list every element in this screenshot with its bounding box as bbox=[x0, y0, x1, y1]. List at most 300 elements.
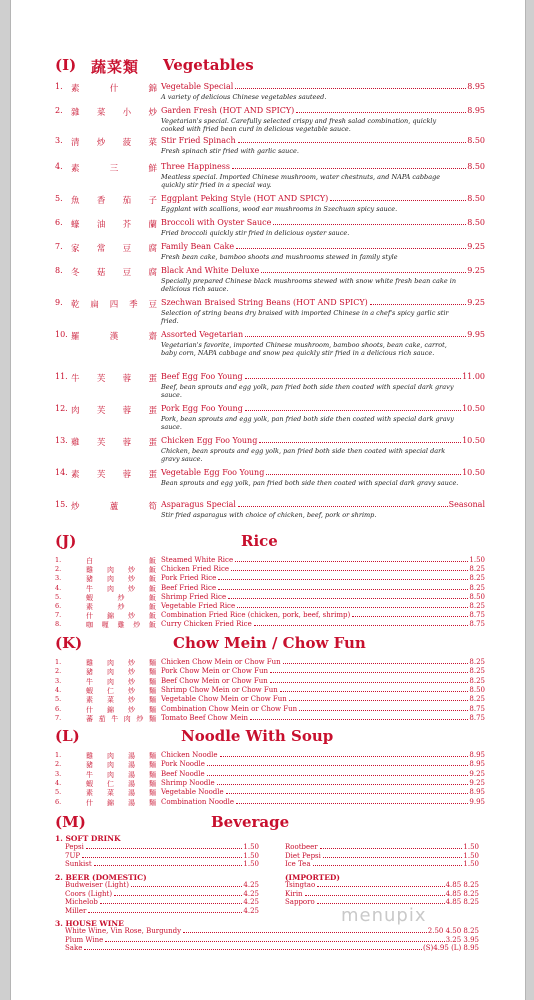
chinese-char: 牛 bbox=[111, 714, 119, 723]
item-number: 13. bbox=[55, 436, 68, 445]
item-name: Combination Noodle bbox=[161, 797, 235, 806]
dot-leader bbox=[226, 788, 469, 794]
chinese-char: 小 bbox=[122, 108, 132, 118]
chinese-char: 素 bbox=[86, 603, 93, 611]
chinese-char: 飯 bbox=[149, 621, 156, 630]
item-price: 8.50 bbox=[467, 194, 485, 203]
dot-leader bbox=[220, 751, 469, 757]
dot-leader bbox=[330, 194, 466, 201]
item-name: Vegetable Egg Foo Young bbox=[161, 468, 265, 477]
section-chow-header bbox=[11, 634, 525, 656]
chinese-char: 飯 bbox=[149, 612, 156, 621]
chinese-char: 麵 bbox=[149, 779, 156, 788]
chinese-char: 炒 bbox=[96, 138, 106, 148]
item-price: 9.95 bbox=[469, 797, 485, 806]
beverage-price: 4.25 bbox=[243, 889, 259, 898]
chinese-char: 素 bbox=[71, 470, 80, 480]
dot-leader bbox=[245, 330, 466, 337]
chinese-char: 肉 bbox=[123, 714, 131, 723]
chinese-char: 牛 bbox=[86, 677, 93, 686]
chinese-char: 家 bbox=[71, 244, 80, 254]
soft-drink-heading: 1. SOFT DRINK bbox=[55, 834, 121, 843]
chinese-char: 乾 bbox=[71, 300, 80, 310]
item-name-line bbox=[161, 593, 485, 601]
item-name: Asparagus Special bbox=[161, 500, 236, 509]
item-number: 3. bbox=[55, 136, 63, 145]
beverage-name: Michelob bbox=[65, 898, 98, 906]
beverage-item bbox=[285, 843, 479, 851]
item-name-line bbox=[161, 751, 485, 759]
item-name-line bbox=[161, 574, 485, 582]
chinese-char: 蘆 bbox=[109, 502, 119, 512]
beverage-name: Miller bbox=[65, 906, 87, 915]
chinese-char: 蝦 bbox=[86, 686, 93, 695]
item-name: Broccoli with Oyster Sauce bbox=[161, 218, 272, 227]
chinese-char: 麵 bbox=[149, 761, 156, 770]
dot-leader bbox=[352, 611, 468, 617]
beverage-name: 7UP bbox=[65, 851, 81, 860]
dot-leader bbox=[270, 677, 469, 683]
dot-leader bbox=[289, 695, 469, 701]
item-price: 11.00 bbox=[462, 372, 485, 381]
chinese-char: 炒 bbox=[128, 686, 135, 695]
beverage-item bbox=[65, 898, 259, 906]
dot-leader bbox=[114, 890, 242, 896]
item-name: Family Bean Cake bbox=[161, 242, 235, 251]
item-chinese-name bbox=[71, 194, 157, 206]
dot-leader bbox=[235, 82, 466, 89]
chinese-char: 腐 bbox=[148, 268, 157, 278]
item-name: Shrimp Fried Rice bbox=[161, 592, 227, 601]
beverage-name: Sunkist bbox=[65, 860, 92, 868]
item-description: Stir fried asparagus with choice of chicken, beef, pork or shrimp. bbox=[161, 511, 377, 519]
dot-leader bbox=[236, 242, 466, 249]
beverage-name: Ice Tea bbox=[285, 860, 311, 868]
item-name: Eggplant Peking Style (HOT AND SPICY) bbox=[161, 194, 329, 203]
chinese-char: 麵 bbox=[149, 696, 156, 705]
chinese-char: 常 bbox=[96, 244, 106, 254]
chinese-char: 湯 bbox=[128, 770, 135, 779]
item-chinese-name bbox=[71, 162, 157, 174]
item-price: 8.50 bbox=[467, 162, 485, 171]
item-name-line bbox=[161, 194, 485, 203]
chinese-char: 湯 bbox=[128, 798, 135, 807]
item-price: 8.95 bbox=[469, 751, 485, 759]
beverage-price: 1.50 bbox=[243, 843, 259, 851]
beverage-item bbox=[285, 852, 479, 860]
item-number: 3. bbox=[55, 574, 62, 583]
item-name-line bbox=[161, 298, 485, 307]
item-name-line bbox=[161, 658, 485, 666]
item-description: Chicken, bean sprouts and egg yolk, pan fried both side then coated with special dark gravy sauce. bbox=[161, 447, 446, 463]
beverage-price: 1.50 bbox=[463, 851, 479, 860]
beverage-price: 1.50 bbox=[463, 860, 479, 868]
chinese-char: 素 bbox=[86, 789, 93, 798]
chinese-char: 肉 bbox=[107, 752, 114, 760]
item-number: 3. bbox=[55, 676, 62, 685]
chinese-char: 蛋 bbox=[148, 374, 157, 384]
item-name: Chicken Egg Foo Young bbox=[161, 436, 258, 445]
item-description: Pork, bean sprouts and egg yolk, pan fried both side then coated with special dark gravy sauce. bbox=[161, 415, 454, 431]
dot-leader bbox=[218, 584, 468, 590]
item-number: 11. bbox=[55, 372, 68, 381]
dot-leader bbox=[131, 881, 242, 887]
chinese-char: 蓉 bbox=[122, 406, 132, 416]
chinese-char: 齋 bbox=[148, 332, 157, 342]
beverage-name: Sake bbox=[65, 944, 83, 952]
item-price: 8.25 bbox=[469, 574, 485, 583]
item-chinese-name bbox=[71, 106, 157, 118]
item-chinese-name bbox=[86, 798, 156, 808]
chinese-char: 飯 bbox=[149, 584, 156, 593]
dot-leader bbox=[280, 686, 469, 692]
chinese-char: 肉 bbox=[107, 575, 114, 584]
chinese-char: 冬 bbox=[71, 268, 80, 278]
item-name-line bbox=[161, 242, 485, 251]
dot-leader bbox=[370, 298, 466, 305]
item-chinese-name bbox=[71, 500, 157, 512]
section-beverage-header bbox=[11, 813, 525, 835]
beverage-price: 4.85 8.25 bbox=[445, 881, 479, 889]
item-number: 5. bbox=[55, 592, 62, 601]
chinese-char: 錦 bbox=[148, 84, 157, 94]
item-name: Three Happiness bbox=[161, 162, 230, 171]
dot-leader bbox=[84, 944, 422, 950]
chinese-char: 筍 bbox=[148, 502, 157, 512]
dot-leader bbox=[105, 936, 444, 942]
chinese-char: 牛 bbox=[86, 770, 93, 779]
chinese-char: 飯 bbox=[149, 557, 156, 565]
item-name: Curry Chicken Fried Rice bbox=[161, 620, 252, 629]
item-number: 12. bbox=[55, 404, 68, 413]
chinese-char: 清 bbox=[71, 138, 80, 148]
beverage-item bbox=[285, 860, 479, 868]
item-number: 10. bbox=[55, 330, 68, 339]
chinese-char: 茄 bbox=[122, 196, 132, 206]
section-title: Chow Mein / Chow Fun bbox=[173, 634, 366, 652]
chinese-char: 湯 bbox=[128, 752, 135, 760]
item-name: Stir Fried Spinach bbox=[161, 136, 236, 145]
chinese-char: 麵 bbox=[149, 668, 156, 677]
item-price: 9.25 bbox=[467, 266, 485, 275]
item-price: 8.25 bbox=[469, 602, 485, 610]
item-name-line bbox=[161, 500, 485, 509]
item-description: Vegetarian's favorite, imported Chinese mushroom, bamboo shoots, bean cake, carrot, baby corn, NAPA cabbage and snow pea quickly stir fried in a delicious rich sauce. bbox=[161, 341, 447, 357]
chinese-char: 芙 bbox=[96, 470, 106, 480]
item-name: Combination Fried Rice (chicken, pork, beef, shrimp) bbox=[161, 611, 351, 620]
chinese-char: 肉 bbox=[107, 677, 114, 686]
dot-leader bbox=[218, 574, 468, 580]
chinese-char: 羅 bbox=[71, 332, 80, 342]
chinese-char: 蛋 bbox=[148, 406, 157, 416]
dot-leader bbox=[235, 556, 468, 562]
item-price: 8.50 bbox=[467, 136, 485, 145]
item-number: 4. bbox=[55, 778, 62, 787]
chinese-char: 蛋 bbox=[148, 470, 157, 480]
item-price: 9.25 bbox=[467, 242, 485, 251]
chinese-char: 菜 bbox=[148, 138, 157, 148]
item-description: A variety of delicious Chinese vegetables sauteed. bbox=[161, 93, 327, 101]
beverage-name: Coors (Light) bbox=[65, 889, 113, 898]
chinese-char: 豬 bbox=[86, 575, 93, 584]
chinese-char: 錦 bbox=[107, 798, 114, 807]
beverage-item bbox=[65, 944, 479, 952]
item-chinese-name bbox=[71, 82, 157, 94]
beverage-name: Pepsi bbox=[65, 843, 84, 851]
item-number: 6. bbox=[55, 704, 62, 713]
item-name: Chicken Chow Mein or Chow Fun bbox=[161, 658, 281, 666]
chinese-char: 炒 bbox=[128, 677, 135, 686]
chinese-char: 雞 bbox=[117, 621, 125, 630]
item-name-line bbox=[161, 584, 485, 592]
item-name-line bbox=[161, 602, 485, 610]
item-price: 8.75 bbox=[469, 611, 485, 620]
chinese-char: 菜 bbox=[107, 789, 114, 798]
chinese-char: 湯 bbox=[128, 761, 135, 770]
item-chinese-name bbox=[71, 372, 157, 384]
dot-leader bbox=[207, 760, 469, 766]
item-number: 2. bbox=[55, 760, 62, 769]
dot-leader bbox=[296, 106, 466, 113]
chinese-char: 仁 bbox=[107, 686, 114, 695]
chinese-char: 素 bbox=[71, 164, 80, 174]
dot-leader bbox=[266, 468, 461, 475]
dot-leader bbox=[261, 266, 466, 273]
beverage-price: 4.85 8.25 bbox=[445, 898, 479, 906]
item-name: Combination Chow Mein or Chow Fun bbox=[161, 704, 298, 713]
chinese-char: 菜 bbox=[107, 696, 114, 705]
item-price: 8.25 bbox=[469, 565, 485, 574]
item-name-line bbox=[161, 620, 485, 628]
section-letter: (J) bbox=[55, 532, 77, 550]
item-name: Pork Noodle bbox=[161, 760, 205, 769]
item-name: Assorted Vegetarian bbox=[161, 330, 244, 339]
item-name: Vegetable Special bbox=[161, 82, 234, 91]
chinese-char: 什 bbox=[86, 612, 93, 621]
beverage-item bbox=[65, 852, 259, 860]
chinese-char: 芙 bbox=[96, 438, 106, 448]
item-price: 10.50 bbox=[462, 404, 485, 413]
section-title: Beverage bbox=[211, 813, 290, 831]
dot-leader bbox=[237, 602, 468, 608]
chinese-char: 錦 bbox=[107, 705, 114, 714]
chinese-char: 仁 bbox=[107, 779, 114, 788]
dot-leader bbox=[313, 860, 463, 866]
item-price: 8.95 bbox=[467, 106, 485, 115]
chinese-char: 季 bbox=[129, 300, 138, 310]
item-description: Bean sprouts and egg yolk, pan fried both side then coated with special dark gravy sauce. bbox=[161, 479, 459, 487]
section-chinese-title: 蔬菜類 bbox=[91, 58, 140, 76]
chinese-char: 炒 bbox=[117, 603, 125, 611]
dot-leader bbox=[217, 779, 469, 785]
item-name-line bbox=[161, 106, 485, 115]
item-name-line bbox=[161, 436, 485, 445]
dot-leader bbox=[232, 162, 466, 169]
chinese-char: 炒 bbox=[128, 659, 135, 667]
menupix-watermark: menupix bbox=[341, 905, 427, 926]
beverage-item bbox=[65, 860, 259, 868]
dot-leader bbox=[250, 714, 468, 720]
house-wine-heading: 3. HOUSE WINE bbox=[55, 919, 124, 928]
beverage-item bbox=[285, 890, 479, 898]
dot-leader bbox=[323, 852, 463, 858]
chinese-char: 肉 bbox=[107, 761, 114, 770]
chinese-char: 麵 bbox=[149, 705, 156, 714]
item-price: 8.25 bbox=[469, 695, 485, 704]
item-number: 14. bbox=[55, 468, 68, 477]
chinese-char: 豬 bbox=[86, 761, 93, 770]
chinese-char: 肉 bbox=[107, 770, 114, 779]
chinese-char: 鮮 bbox=[148, 164, 157, 174]
item-price: 8.25 bbox=[469, 667, 485, 676]
chinese-char: 三 bbox=[109, 164, 119, 174]
item-price: 9.95 bbox=[467, 330, 485, 339]
item-number: 9. bbox=[55, 298, 63, 307]
section-rice-header bbox=[11, 532, 525, 554]
item-name-line bbox=[161, 136, 485, 145]
item-name: Beef Fried Rice bbox=[161, 583, 217, 592]
chinese-char: 麵 bbox=[149, 659, 156, 667]
item-name-line bbox=[161, 705, 485, 713]
chinese-char: 菠 bbox=[122, 138, 132, 148]
chinese-char: 子 bbox=[148, 196, 157, 206]
dot-leader bbox=[86, 843, 243, 849]
chinese-char: 炒 bbox=[128, 575, 135, 584]
chinese-char: 白 bbox=[86, 557, 93, 565]
dot-leader bbox=[273, 218, 466, 225]
item-name: Pork Egg Foo Young bbox=[161, 404, 243, 413]
item-number: 2. bbox=[55, 667, 62, 676]
chinese-char: 肉 bbox=[107, 584, 114, 593]
beverage-item bbox=[65, 907, 259, 915]
chinese-char: 肉 bbox=[107, 566, 114, 575]
item-name-line bbox=[161, 468, 485, 477]
chinese-char: 炒 bbox=[128, 566, 135, 575]
item-name-line bbox=[161, 218, 485, 227]
section-letter: (L) bbox=[55, 727, 80, 745]
item-price: 9.25 bbox=[467, 298, 485, 307]
item-name: Beef Egg Foo Young bbox=[161, 372, 243, 381]
beer-domestic-heading: 2. BEER (DOMESTIC) bbox=[55, 873, 147, 882]
item-name: Pork Chow Mein or Chow Fun bbox=[161, 667, 268, 676]
chinese-char: 什 bbox=[86, 705, 93, 714]
chinese-char: 肉 bbox=[71, 406, 80, 416]
item-number: 5. bbox=[55, 695, 62, 704]
item-name: Shrimp Noodle bbox=[161, 778, 215, 787]
chinese-char: 芙 bbox=[96, 374, 106, 384]
chinese-char: 炒 bbox=[128, 705, 135, 714]
item-chinese-name bbox=[71, 266, 157, 278]
item-name: Szechwan Braised String Beans (HOT AND SPICY) bbox=[161, 298, 368, 307]
chinese-char: 豬 bbox=[86, 668, 93, 677]
chinese-char: 素 bbox=[71, 84, 80, 94]
dot-leader bbox=[207, 770, 469, 776]
item-price: 8.50 bbox=[469, 685, 485, 694]
item-number: 4. bbox=[55, 162, 63, 171]
dot-leader bbox=[238, 136, 467, 143]
chinese-char: 芥 bbox=[122, 220, 132, 230]
item-price: 8.75 bbox=[469, 713, 485, 722]
dot-leader bbox=[245, 404, 461, 411]
item-name-line bbox=[161, 330, 485, 339]
item-price: 10.50 bbox=[462, 468, 485, 477]
chinese-char: 雞 bbox=[86, 566, 93, 575]
chinese-char: 炒 bbox=[128, 584, 135, 593]
chinese-char: 湯 bbox=[128, 779, 135, 788]
item-name-line bbox=[161, 162, 485, 171]
chinese-char: 芙 bbox=[96, 406, 106, 416]
item-description: Fresh spinach stir fried with garlic sauce. bbox=[161, 147, 299, 155]
chinese-char: 炒 bbox=[133, 621, 141, 630]
item-description: Selection of string beans dry braised with imported Chinese in a chef's spicy garlic stir fried. bbox=[161, 309, 449, 325]
chinese-char: 麵 bbox=[149, 798, 156, 807]
chinese-char: 扁 bbox=[90, 300, 99, 310]
chinese-char: 牛 bbox=[71, 374, 80, 384]
dot-leader bbox=[305, 890, 445, 896]
item-price: 8.50 bbox=[467, 218, 485, 227]
chinese-char: 咖 bbox=[86, 621, 93, 630]
chinese-char: 蓉 bbox=[122, 438, 132, 448]
item-name-line bbox=[161, 788, 485, 796]
chinese-char: 炒 bbox=[136, 714, 144, 723]
item-number: 3. bbox=[55, 769, 62, 778]
item-name-line bbox=[161, 686, 485, 694]
beverage-name: Rootbeer bbox=[285, 843, 318, 851]
section-letter: (I) bbox=[55, 56, 77, 74]
section-title: Noodle With Soup bbox=[181, 727, 334, 745]
item-name: Beef Chow Mein or Chow Fun bbox=[161, 676, 268, 685]
item-price: 8.75 bbox=[469, 620, 485, 629]
beverage-name: Kirin bbox=[285, 889, 303, 898]
chinese-char: 錦 bbox=[107, 612, 114, 621]
item-price: 10.50 bbox=[462, 436, 485, 445]
beverage-item bbox=[65, 843, 259, 851]
item-name: Vegetable Chow Mein or Chow Fun bbox=[161, 695, 287, 704]
item-chinese-name bbox=[71, 242, 157, 254]
chinese-char: 豆 bbox=[122, 268, 132, 278]
chinese-char: 麵 bbox=[149, 789, 156, 798]
item-name-line bbox=[161, 779, 485, 787]
item-chinese-name bbox=[71, 136, 157, 148]
beverage-price: 3.25 3.95 bbox=[445, 935, 479, 944]
chinese-char: 飯 bbox=[149, 566, 156, 575]
item-number: 2. bbox=[55, 565, 62, 574]
dot-leader bbox=[94, 860, 243, 866]
item-number: 6. bbox=[55, 602, 62, 610]
dot-leader bbox=[283, 658, 469, 664]
item-price: 8.95 bbox=[469, 760, 485, 769]
item-price: 9.25 bbox=[469, 769, 485, 778]
chinese-char: 蛋 bbox=[148, 438, 157, 448]
chinese-char: 蕃 bbox=[86, 714, 93, 723]
item-price: Seasonal bbox=[448, 500, 485, 509]
beverage-price: 4.85 8.25 bbox=[445, 889, 479, 898]
item-number: 1. bbox=[55, 82, 63, 91]
beer-imported-heading: (IMPORTED) bbox=[285, 873, 340, 882]
chinese-char: 飯 bbox=[149, 575, 156, 584]
dot-leader bbox=[183, 927, 427, 933]
item-name-line bbox=[161, 565, 485, 573]
item-description: Vegetarian's special. Carefully selected crispy and fresh salad combination, quickly cooked with fried bean curd in delicious vegetable sauce. bbox=[161, 117, 437, 133]
item-chinese-name bbox=[71, 404, 157, 416]
item-name: Garden Fresh (HOT AND SPICY) bbox=[161, 106, 295, 115]
beverage-item bbox=[285, 881, 479, 889]
item-number: 4. bbox=[55, 583, 62, 592]
beverage-name: White Wine, Vin Rose, Burgundy bbox=[65, 927, 182, 935]
chinese-char: 麵 bbox=[149, 770, 156, 779]
section-soup-header bbox=[11, 727, 525, 749]
dot-leader bbox=[238, 500, 448, 507]
